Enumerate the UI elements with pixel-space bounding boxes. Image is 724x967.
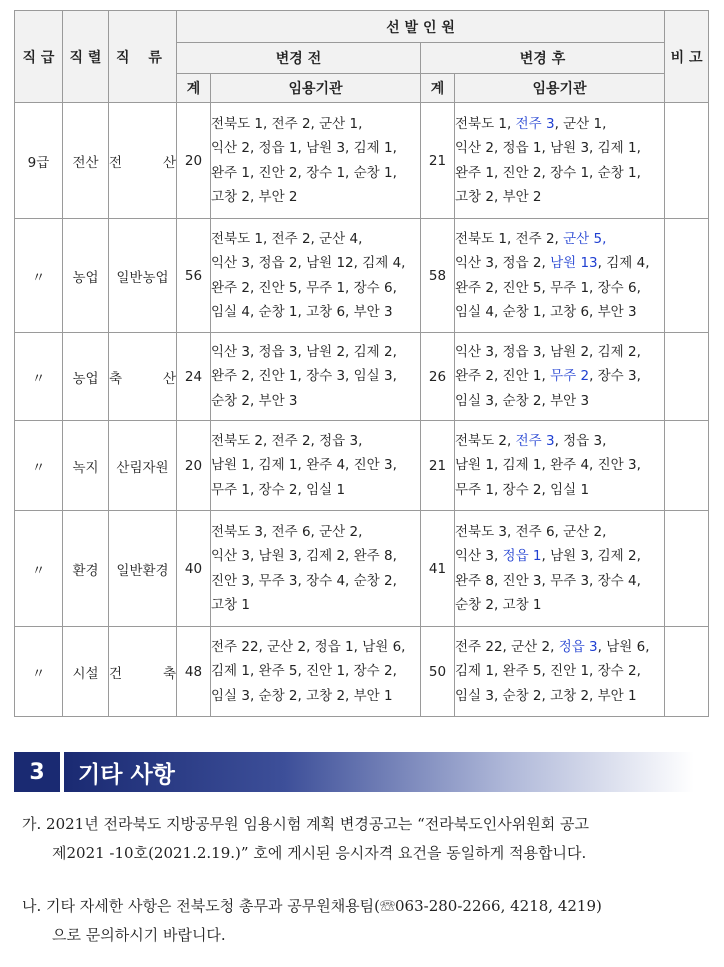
after-count-cell: 26 — [421, 333, 455, 421]
agency-text: 익산 3, 정읍 2, 남원 12, 김제 4, — [211, 255, 406, 272]
agency-line — [455, 478, 664, 502]
agency-text: 진안 3, 무주 3, 장수 4, 순창 2, — [211, 572, 397, 589]
changed-value: 군산 5, — [563, 230, 607, 247]
agency-text: 김제 1, 완주 5, 진안 1, 장수 2, — [455, 663, 641, 680]
agency-text: 익산 2, 정읍 1, 남원 3, 김제 1, — [211, 140, 397, 157]
after-count-cell: 21 — [421, 103, 455, 219]
agency-line — [455, 340, 664, 364]
agency-line — [211, 136, 420, 160]
agency-line — [455, 593, 664, 617]
agency-text: 무주 1, 장수 2, 임실 1 — [455, 481, 590, 498]
agency-text: 무주 1, 장수 2, 임실 1 — [211, 481, 346, 498]
agency-text: 완주 2, 진안 5, 무주 1, 장수 6, — [455, 279, 641, 296]
before-agency-cell — [211, 511, 421, 627]
section-header — [14, 752, 694, 792]
remark-cell — [665, 627, 709, 717]
agency-line — [211, 478, 420, 502]
agency-line — [455, 185, 664, 209]
agency-text: , 남원 6, — [597, 639, 650, 656]
agency-text: , 김제 4, — [597, 255, 650, 272]
table-row — [15, 219, 709, 333]
before-agency-cell — [211, 333, 421, 421]
agency-text: 완주 1, 진안 2, 장수 1, 순창 1, — [211, 164, 397, 181]
agency-text: 전북도 2, — [455, 433, 516, 450]
after-count-cell: 21 — [421, 421, 455, 511]
agency-line — [211, 453, 420, 477]
category-cell: 일반환경 — [109, 511, 177, 627]
agency-text: 전북도 1, 전주 2, 군산 4, — [211, 230, 363, 247]
agency-text: 익산 3, 정읍 3, 남원 2, 김제 2, — [455, 344, 641, 361]
after-agency-cell — [455, 627, 665, 717]
changed-value: 남원 13 — [550, 255, 598, 272]
category-cell: 일반농업 — [109, 219, 177, 333]
agency-text: 완주 1, 진안 2, 장수 1, 순창 1, — [455, 164, 641, 181]
category-cell: 축 산 — [109, 333, 177, 421]
agency-line — [211, 684, 420, 708]
table-row — [15, 627, 709, 717]
category-cell: 전 산 — [109, 103, 177, 219]
agency-line — [455, 635, 664, 659]
remark-cell — [665, 333, 709, 421]
grade-cell: 〃 — [15, 219, 63, 333]
agency-line — [455, 227, 664, 251]
agency-line — [211, 635, 420, 659]
header-category: 직 류 — [109, 11, 177, 103]
agency-line — [455, 429, 664, 453]
agency-text: 익산 3, 정읍 3, 남원 2, 김제 2, — [211, 344, 397, 361]
series-cell: 녹지 — [63, 421, 109, 511]
after-agency-cell — [455, 103, 665, 219]
agency-line — [455, 161, 664, 185]
paragraph-ga-line1: 가. 2021년 전라북도 지방공무원 임용시험 계획 변경공고는 “전라북도인사위원회 공고 — [22, 815, 589, 833]
agency-text: 전북도 1, 전주 2, — [455, 230, 564, 247]
agency-line — [211, 659, 420, 683]
before-count-cell: 24 — [177, 333, 211, 421]
agency-text: 임실 3, 순창 2, 고창 2, 부안 1 — [455, 687, 637, 704]
changed-value: 정읍 3 — [558, 639, 598, 656]
grade-cell: 9급 — [15, 103, 63, 219]
agency-line — [455, 136, 664, 160]
agency-line — [211, 389, 420, 413]
series-cell: 전산 — [63, 103, 109, 219]
header-before: 변경 전 — [177, 43, 421, 74]
remark-cell — [665, 421, 709, 511]
agency-text: 전북도 3, 전주 6, 군산 2, — [455, 523, 607, 540]
header-remark: 비 고 — [665, 11, 709, 103]
agency-text: 임실 3, 순창 2, 부안 3 — [455, 392, 590, 409]
agency-line — [211, 251, 420, 275]
after-agency-cell — [455, 511, 665, 627]
header-grade: 직 급 — [15, 11, 63, 103]
changed-value: 정읍 1 — [502, 548, 542, 565]
paragraph-na — [22, 892, 702, 950]
agency-line — [455, 544, 664, 568]
table-row — [15, 421, 709, 511]
header-before-agency: 임용기관 — [211, 74, 421, 103]
remark-cell — [665, 219, 709, 333]
header-selection: 선 발 인 원 — [177, 11, 665, 43]
recruitment-table — [14, 10, 709, 717]
section-title: 기타 사항 — [64, 752, 694, 792]
grade-cell: 〃 — [15, 333, 63, 421]
agency-line — [211, 300, 420, 324]
agency-line — [211, 227, 420, 251]
agency-line — [455, 520, 664, 544]
agency-text: 순창 2, 고창 1 — [455, 596, 542, 613]
agency-text: 전북도 1, — [455, 115, 516, 132]
agency-text: 순창 2, 부안 3 — [211, 392, 298, 409]
category-cell: 산림자원 — [109, 421, 177, 511]
before-count-cell: 48 — [177, 627, 211, 717]
paragraph-na-line1: 나. 기타 자세한 사항은 전북도청 총무과 공무원채용팀(☏063-280-2266, 4218, 4219) — [22, 897, 602, 915]
header-after-count: 계 — [421, 74, 455, 103]
table-row — [15, 333, 709, 421]
paragraph-ga — [22, 810, 702, 868]
series-cell: 시설 — [63, 627, 109, 717]
agency-line — [211, 593, 420, 617]
header-series: 직 렬 — [63, 11, 109, 103]
agency-line — [455, 276, 664, 300]
series-cell: 농업 — [63, 219, 109, 333]
agency-text: 전북도 3, 전주 6, 군산 2, — [211, 523, 363, 540]
before-agency-cell — [211, 627, 421, 717]
agency-text: 고창 2, 부안 2 — [455, 188, 542, 205]
agency-text: 전북도 1, 전주 2, 군산 1, — [211, 115, 363, 132]
agency-line — [455, 300, 664, 324]
agency-text: 고창 2, 부안 2 — [211, 188, 298, 205]
before-count-cell: 40 — [177, 511, 211, 627]
after-count-cell: 50 — [421, 627, 455, 717]
after-agency-cell — [455, 333, 665, 421]
agency-line — [211, 429, 420, 453]
agency-line — [211, 569, 420, 593]
agency-text: 완주 8, 진안 3, 무주 3, 장수 4, — [455, 572, 641, 589]
agency-text: 고창 1 — [211, 596, 250, 613]
table-row — [15, 511, 709, 627]
agency-text: , 남원 3, 김제 2, — [541, 548, 641, 565]
before-agency-cell — [211, 219, 421, 333]
agency-text: 익산 3, 정읍 2, — [455, 255, 551, 272]
agency-text: , 군산 1, — [554, 115, 607, 132]
agency-text: , 장수 3, — [589, 368, 641, 385]
grade-cell: 〃 — [15, 421, 63, 511]
agency-line — [455, 389, 664, 413]
agency-text: 전북도 2, 전주 2, 정읍 3, — [211, 433, 363, 450]
agency-line — [211, 364, 420, 388]
agency-line — [211, 185, 420, 209]
before-count-cell: 20 — [177, 103, 211, 219]
agency-line — [211, 161, 420, 185]
grade-cell: 〃 — [15, 511, 63, 627]
agency-text: 완주 2, 진안 1, — [455, 368, 551, 385]
agency-text: 김제 1, 완주 5, 진안 1, 장수 2, — [211, 663, 397, 680]
series-cell: 환경 — [63, 511, 109, 627]
header-before-count: 계 — [177, 74, 211, 103]
agency-line — [455, 659, 664, 683]
agency-line — [211, 520, 420, 544]
agency-text: 전주 22, 군산 2, 정읍 1, 남원 6, — [211, 639, 406, 656]
agency-line — [211, 544, 420, 568]
remark-cell — [665, 103, 709, 219]
table-row — [15, 103, 709, 219]
before-agency-cell — [211, 103, 421, 219]
paragraph-na-line2: 으로 문의하시기 바랍니다. — [52, 926, 226, 944]
before-count-cell: 56 — [177, 219, 211, 333]
agency-line — [455, 569, 664, 593]
agency-line — [455, 684, 664, 708]
after-agency-cell — [455, 219, 665, 333]
after-agency-cell — [455, 421, 665, 511]
agency-text: 전주 22, 군산 2, — [455, 639, 559, 656]
before-agency-cell — [211, 421, 421, 511]
agency-text: 남원 1, 김제 1, 완주 4, 진안 3, — [211, 457, 397, 474]
agency-text: 임실 3, 순창 2, 고창 2, 부안 1 — [211, 687, 393, 704]
agency-line — [455, 251, 664, 275]
agency-text: , 정읍 3, — [554, 433, 607, 450]
after-count-cell: 41 — [421, 511, 455, 627]
before-count-cell: 20 — [177, 421, 211, 511]
agency-line — [211, 276, 420, 300]
agency-text: 완주 2, 진안 1, 장수 3, 임실 3, — [211, 368, 397, 385]
header-after: 변경 후 — [421, 43, 665, 74]
paragraph-ga-line2: 제2021 -10호(2021.2.19.)” 호에 게시된 응시자격 요건을 동일하게 적용합니다. — [52, 844, 587, 862]
agency-text: 임실 4, 순창 1, 고창 6, 부안 3 — [211, 303, 393, 320]
agency-text: 익산 3, 남원 3, 김제 2, 완주 8, — [211, 548, 397, 565]
series-cell: 농업 — [63, 333, 109, 421]
category-cell: 건 축 — [109, 627, 177, 717]
after-count-cell: 58 — [421, 219, 455, 333]
section-number: 3 — [14, 752, 60, 792]
remark-cell — [665, 511, 709, 627]
agency-line — [455, 364, 664, 388]
changed-value: 전주 3 — [515, 433, 555, 450]
header-after-agency: 임용기관 — [455, 74, 665, 103]
agency-text: 익산 3, — [455, 548, 503, 565]
changed-value: 무주 2 — [550, 368, 590, 385]
agency-line — [455, 112, 664, 136]
agency-text: 완주 2, 진안 5, 무주 1, 장수 6, — [211, 279, 397, 296]
agency-line — [211, 112, 420, 136]
changed-value: 전주 3 — [515, 115, 555, 132]
agency-line — [211, 340, 420, 364]
agency-line — [455, 453, 664, 477]
table-body — [15, 103, 709, 717]
grade-cell: 〃 — [15, 627, 63, 717]
agency-text: 익산 2, 정읍 1, 남원 3, 김제 1, — [455, 140, 641, 157]
agency-text: 남원 1, 김제 1, 완주 4, 진안 3, — [455, 457, 641, 474]
agency-text: 임실 4, 순창 1, 고창 6, 부안 3 — [455, 303, 637, 320]
